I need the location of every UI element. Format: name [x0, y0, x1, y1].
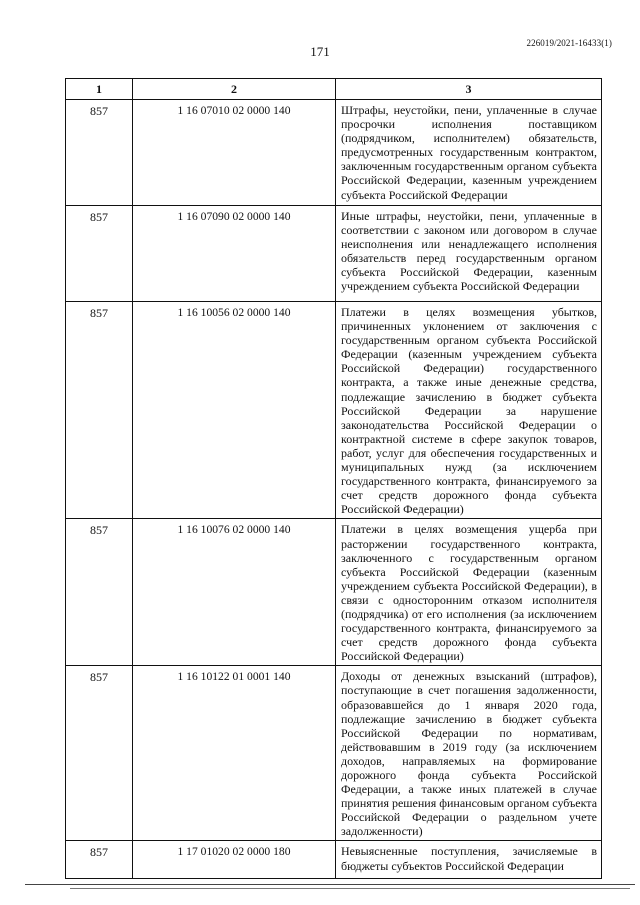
- budget-code-cell: 1 16 10122 01 0001 140: [133, 666, 336, 841]
- description-cell: Доходы от денежных взысканий (штрафов), поступающие в счет погашения задолженности, образовавшейся до 1 января 2020 года, подлежащие зачислению в бюджет субъекта Российской Федерации по нормативам, действовавшим в 2019 году (за исключением доходов, направляемых на формирование дорожного фонда субъекта Российской Федерации, а также иных платежей в случае принятия решения финансовым органом субъекта Российской Федерации о раздельном учете задолженности): [336, 666, 602, 841]
- table-row: [66, 100, 602, 206]
- table-row: [66, 206, 602, 302]
- admin-code-cell: 857: [66, 666, 133, 841]
- description-cell: Иные штрафы, неустойки, пени, уплаченные в соответствии с законом или договором в случае неисполнения или ненадлежащего исполнения обязательств перед государственным органом субъекта Российской Федерации, казенным учреждением субъекта Российской Федерации: [336, 206, 602, 302]
- table-row: [66, 666, 602, 841]
- budget-codes-table: [65, 78, 602, 879]
- column-header-1: 1: [66, 79, 133, 100]
- budget-code-cell: 1 16 07090 02 0000 140: [133, 206, 336, 302]
- description-cell: Платежи в целях возмещения ущерба при расторжении государственного контракта, заключенного с государственным органом субъекта Российской Федерации (казенным учреждением субъекта Российской Федерации), в связи с односторонним отказом исполнителя (подрядчика) от его исполнения (за исключением государственного контракта, финансируемого за счет средств дорожного фонда субъекта Российской Федерации): [336, 519, 602, 666]
- table-row: [66, 519, 602, 666]
- admin-code-cell: 857: [66, 206, 133, 302]
- budget-code-cell: 1 16 10056 02 0000 140: [133, 302, 336, 519]
- column-header-3: 3: [336, 79, 602, 100]
- budget-code-cell: 1 16 10076 02 0000 140: [133, 519, 336, 666]
- budget-code-cell: 1 16 07010 02 0000 140: [133, 100, 336, 206]
- description-cell: Невыясненные поступления, зачисляемые в бюджеты субъектов Российской Федерации: [336, 841, 602, 879]
- budget-code-cell: 1 17 01020 02 0000 180: [133, 841, 336, 879]
- table-row: [66, 302, 602, 519]
- column-header-2: 2: [133, 79, 336, 100]
- table-header-row: [66, 79, 602, 100]
- admin-code-cell: 857: [66, 302, 133, 519]
- description-cell: Штрафы, неустойки, пени, уплаченные в случае просрочки исполнения поставщиком (подрядчиком, исполнителем) обязательств, предусмотренных государственным контрактом, заключенным государственным органом субъекта Российской Федерации, казенным учреждением субъекта Российской Федерации: [336, 100, 602, 206]
- admin-code-cell: 857: [66, 100, 133, 206]
- document-id: 226019/2021-16433(1): [526, 38, 612, 48]
- footer-divider: [70, 888, 630, 889]
- description-cell: Платежи в целях возмещения убытков, причиненных уклонением от заключения с государственным органом субъекта Российской Федерации (казенным учреждением субъекта Российской Федерации) государственного контракта, а также иные денежные средства, подлежащие зачислению в бюджет субъекта Российской Федерации за нарушение законодательства Российской Федерации о контрактной системе в сфере закупок товаров, работ, услуг для обеспечения государственных и муниципальных нужд (за исключением государственного контракта, финансируемого за счет средств дорожного фонда субъекта Российской Федерации): [336, 302, 602, 519]
- admin-code-cell: 857: [66, 519, 133, 666]
- footer-divider: [25, 884, 635, 885]
- page-number: 171: [310, 44, 330, 59]
- table-row: [66, 841, 602, 879]
- admin-code-cell: 857: [66, 841, 133, 879]
